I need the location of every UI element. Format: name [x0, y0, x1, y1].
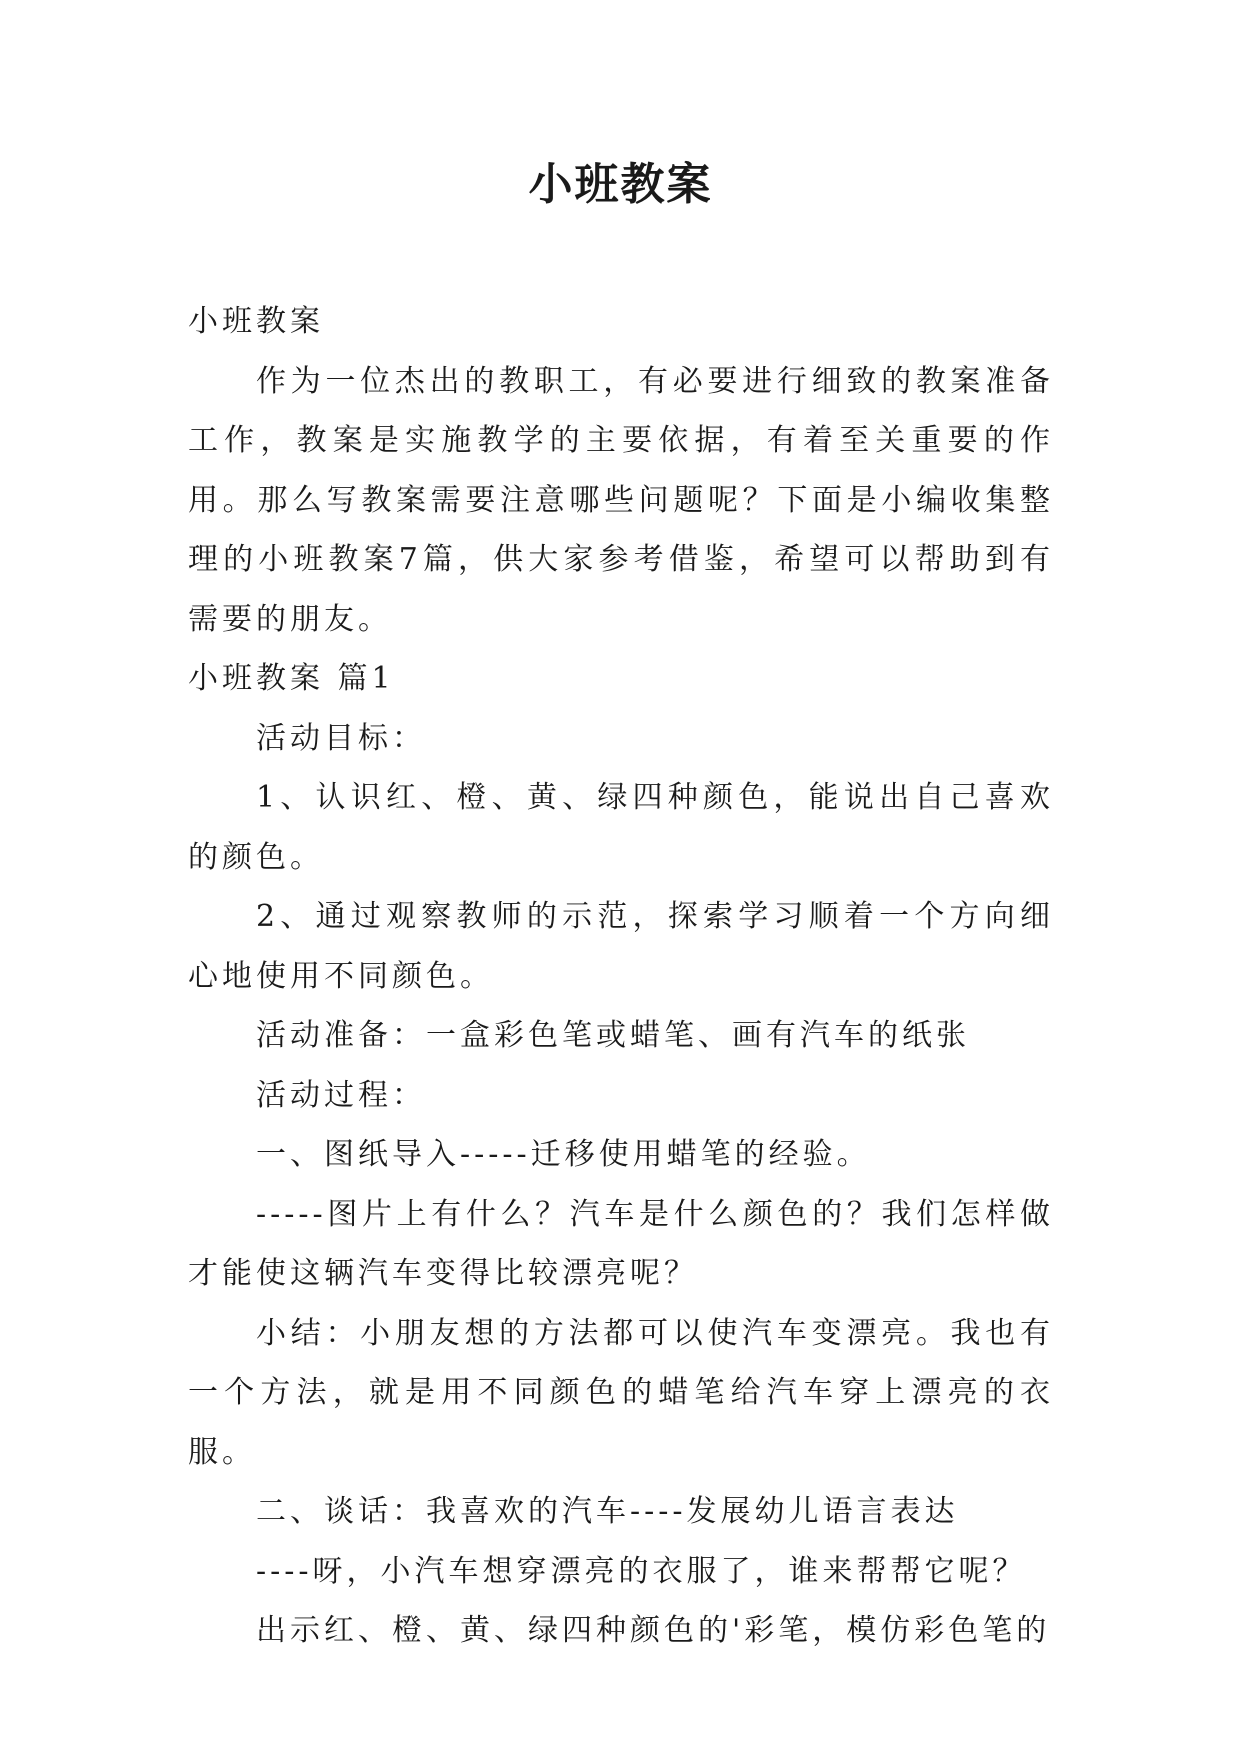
- paragraph: -----图片上有什么？汽车是什么颜色的？我们怎样做才能使这辆汽车变得比较漂亮呢？: [188, 1196, 1054, 1291]
- paragraph: ----呀，小汽车想穿漂亮的衣服了，谁来帮帮它呢？: [256, 1553, 1027, 1589]
- paragraph: 2、通过观察教师的示范，探索学习顺着一个方向细心地使用不同颜色。: [188, 899, 1054, 994]
- paragraph: 1、认识红、橙、黄、绿四种颜色，能说出自己喜欢的颜色。: [188, 780, 1054, 875]
- paragraph: 活动过程：: [256, 1077, 426, 1113]
- paragraph: 小班教案: [188, 304, 324, 339]
- paragraph: 小结：小朋友想的方法都可以使汽车变漂亮。我也有一个方法，就是用不同颜色的蜡笔给汽车穿上漂亮的衣服。: [188, 1315, 1054, 1470]
- paragraph: 出示红、橙、黄、绿四种颜色的'彩笔，模仿彩色笔的: [256, 1613, 1051, 1648]
- paragraph: 二、谈话：我喜欢的汽车----发展幼儿语言表达: [256, 1494, 959, 1529]
- paragraph: 一、图纸导入-----迁移使用蜡笔的经验。: [256, 1137, 871, 1172]
- paragraph: 小班教案 篇1: [188, 661, 395, 696]
- document-body: [188, 292, 1054, 1661]
- document-title: 小班教案: [528, 159, 713, 210]
- paragraph: 活动目标：: [256, 720, 426, 756]
- paragraph: 作为一位杰出的教职工，有必要进行细致的教案准备工作，教案是实施教学的主要依据，有着至关重要的作用。那么写教案需要注意哪些问题呢？下面是小编收集整理的小班教案7篇，供大家参考借鉴，希望可以帮助到有需要的朋友。: [188, 363, 1054, 637]
- paragraph: 活动准备：一盒彩色笔或蜡笔、画有汽车的纸张: [256, 1018, 970, 1053]
